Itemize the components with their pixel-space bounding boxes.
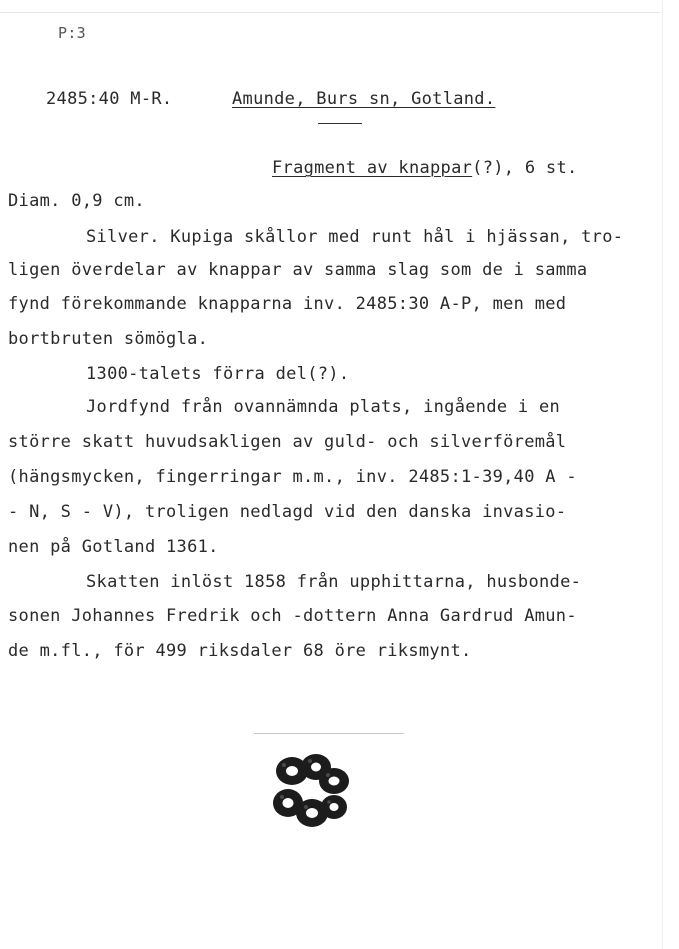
inventory-number: 2485:40 M-R. bbox=[46, 89, 173, 109]
text-line: större skatt huvudsakligen av guld- och silverföremål bbox=[8, 432, 567, 452]
text-line: Silver. Kupiga skållor med runt hål i hjässan, tro- bbox=[86, 227, 624, 247]
find-location: Amunde, Burs sn, Gotland. bbox=[232, 89, 496, 109]
text-line: Skatten inlöst 1858 från upphittarna, husbonde- bbox=[86, 572, 582, 592]
text-line: bortbruten sömögla. bbox=[8, 329, 209, 349]
text-line: fynd förekommande knapparna inv. 2485:30 A-P, men med bbox=[8, 294, 567, 314]
text-line: de m.fl., för 499 riksdaler 68 öre riksmynt. bbox=[8, 641, 472, 661]
card-top-edge bbox=[0, 12, 660, 13]
photo-separator bbox=[254, 733, 404, 734]
card-right-edge bbox=[662, 0, 663, 949]
location-underline-mark bbox=[318, 123, 362, 124]
text-line: ligen överdelar av knappar av samma slag som de i samma bbox=[8, 260, 588, 280]
text-line: 1300-talets förra del(?). bbox=[86, 364, 350, 384]
page-mark: P:3 bbox=[58, 24, 86, 42]
object-title bbox=[272, 158, 578, 178]
text-line: (hängsmycken, fingerringar m.m., inv. 2485:1-39,40 A - bbox=[8, 467, 577, 487]
text-line: Jordfynd från ovannämnda plats, ingående i en bbox=[86, 397, 561, 417]
object-title-suffix: (?), 6 st. bbox=[472, 158, 578, 178]
text-line: sonen Johannes Fredrik och -dottern Anna Gardrud Amun- bbox=[8, 606, 577, 626]
object-title-label: Fragment av knappar bbox=[272, 158, 473, 178]
ring-fragments-photo bbox=[254, 745, 414, 845]
text-line: nen på Gotland 1361. bbox=[8, 537, 219, 557]
text-line: Diam. 0,9 cm. bbox=[8, 191, 145, 211]
text-line: - N, S - V), troligen nedlagd vid den danska invasio- bbox=[8, 502, 567, 522]
